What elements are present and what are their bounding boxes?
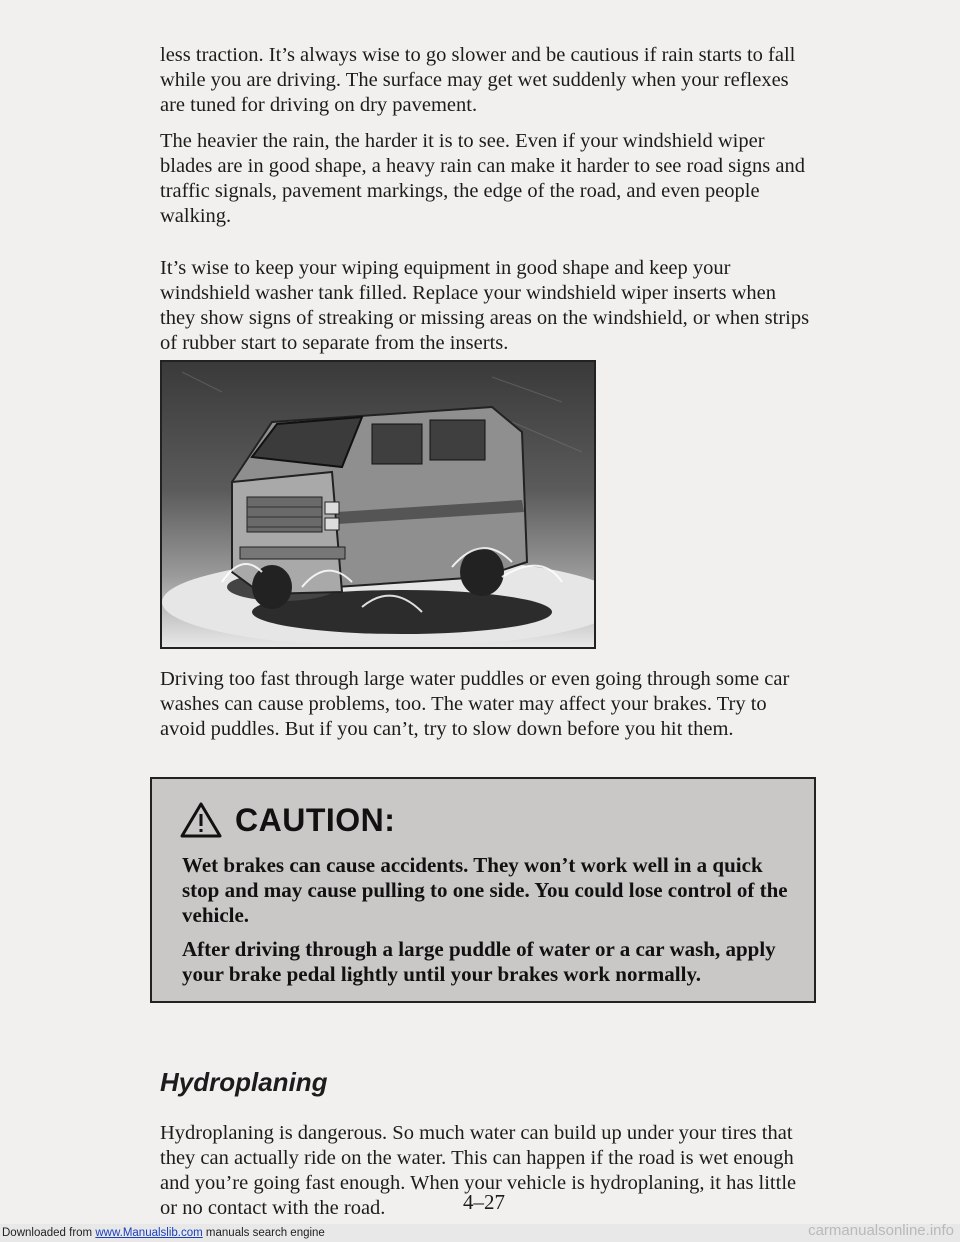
page-number: 4–27 [463, 1190, 505, 1214]
paragraph-wiping-equipment: It’s wise to keep your wiping equipment in good shape and keep your windshield washer tank filled. Replace your windshield wiper inserts when they show signs of streaking or missing areas on the windshield, or when strips of rubber start to separate from the inserts. [160, 257, 810, 354]
van-puddle-illustration [160, 360, 596, 649]
caution-title: CAUTION: [235, 801, 396, 838]
paragraph-heavier-rain: The heavier the rain, the harder it is to see. Even if your windshield wiper blades are in good shape, a heavy rain can make it harder to see road signs and traffic signals, pavement markings, the edge of the road, and even people walking. [160, 130, 805, 227]
caution-header [179, 801, 395, 839]
manualslib-link[interactable]: www.Manualslib.com [95, 1227, 203, 1239]
footer-download-note [2, 1227, 325, 1239]
caution-text-after-driving: After driving through a large puddle of water or a car wash, apply your brake pedal lightly until your brakes work normally. [182, 937, 776, 986]
warning-triangle-icon [179, 801, 223, 839]
watermark: carmanualsonline.info [808, 1222, 954, 1239]
footer-prefix: Downloaded from [2, 1227, 93, 1239]
section-heading: Hydroplaning [160, 1067, 328, 1097]
paragraph-water-puddles: Driving too fast through large water puddles or even going through some car washes can cause problems, too. The water may affect your brakes. Try to avoid puddles. But if you can’t, try to slow down before you hit them. [160, 668, 790, 740]
caution-text-wet-brakes: Wet brakes can cause accidents. They won’t work well in a quick stop and may cause pulling to one side. You could lose control of the vehicle. [182, 853, 788, 927]
paragraph-less-traction: less traction. It’s always wise to go slower and be cautious if rain starts to fall while you are driving. The surface may get wet suddenly when your reflexes are tuned for driving on dry pavement. [160, 44, 796, 116]
caution-box [150, 777, 816, 1003]
paragraph-hydroplaning: Hydroplaning is dangerous. So much water can build up under your tires that they can actually ride on the water. This can happen if the road is wet enough and you’re going fast enough. When your vehicle is hydroplaning, it has little or no contact with the road. [160, 1122, 797, 1219]
footer-suffix: manuals search engine [205, 1227, 325, 1239]
